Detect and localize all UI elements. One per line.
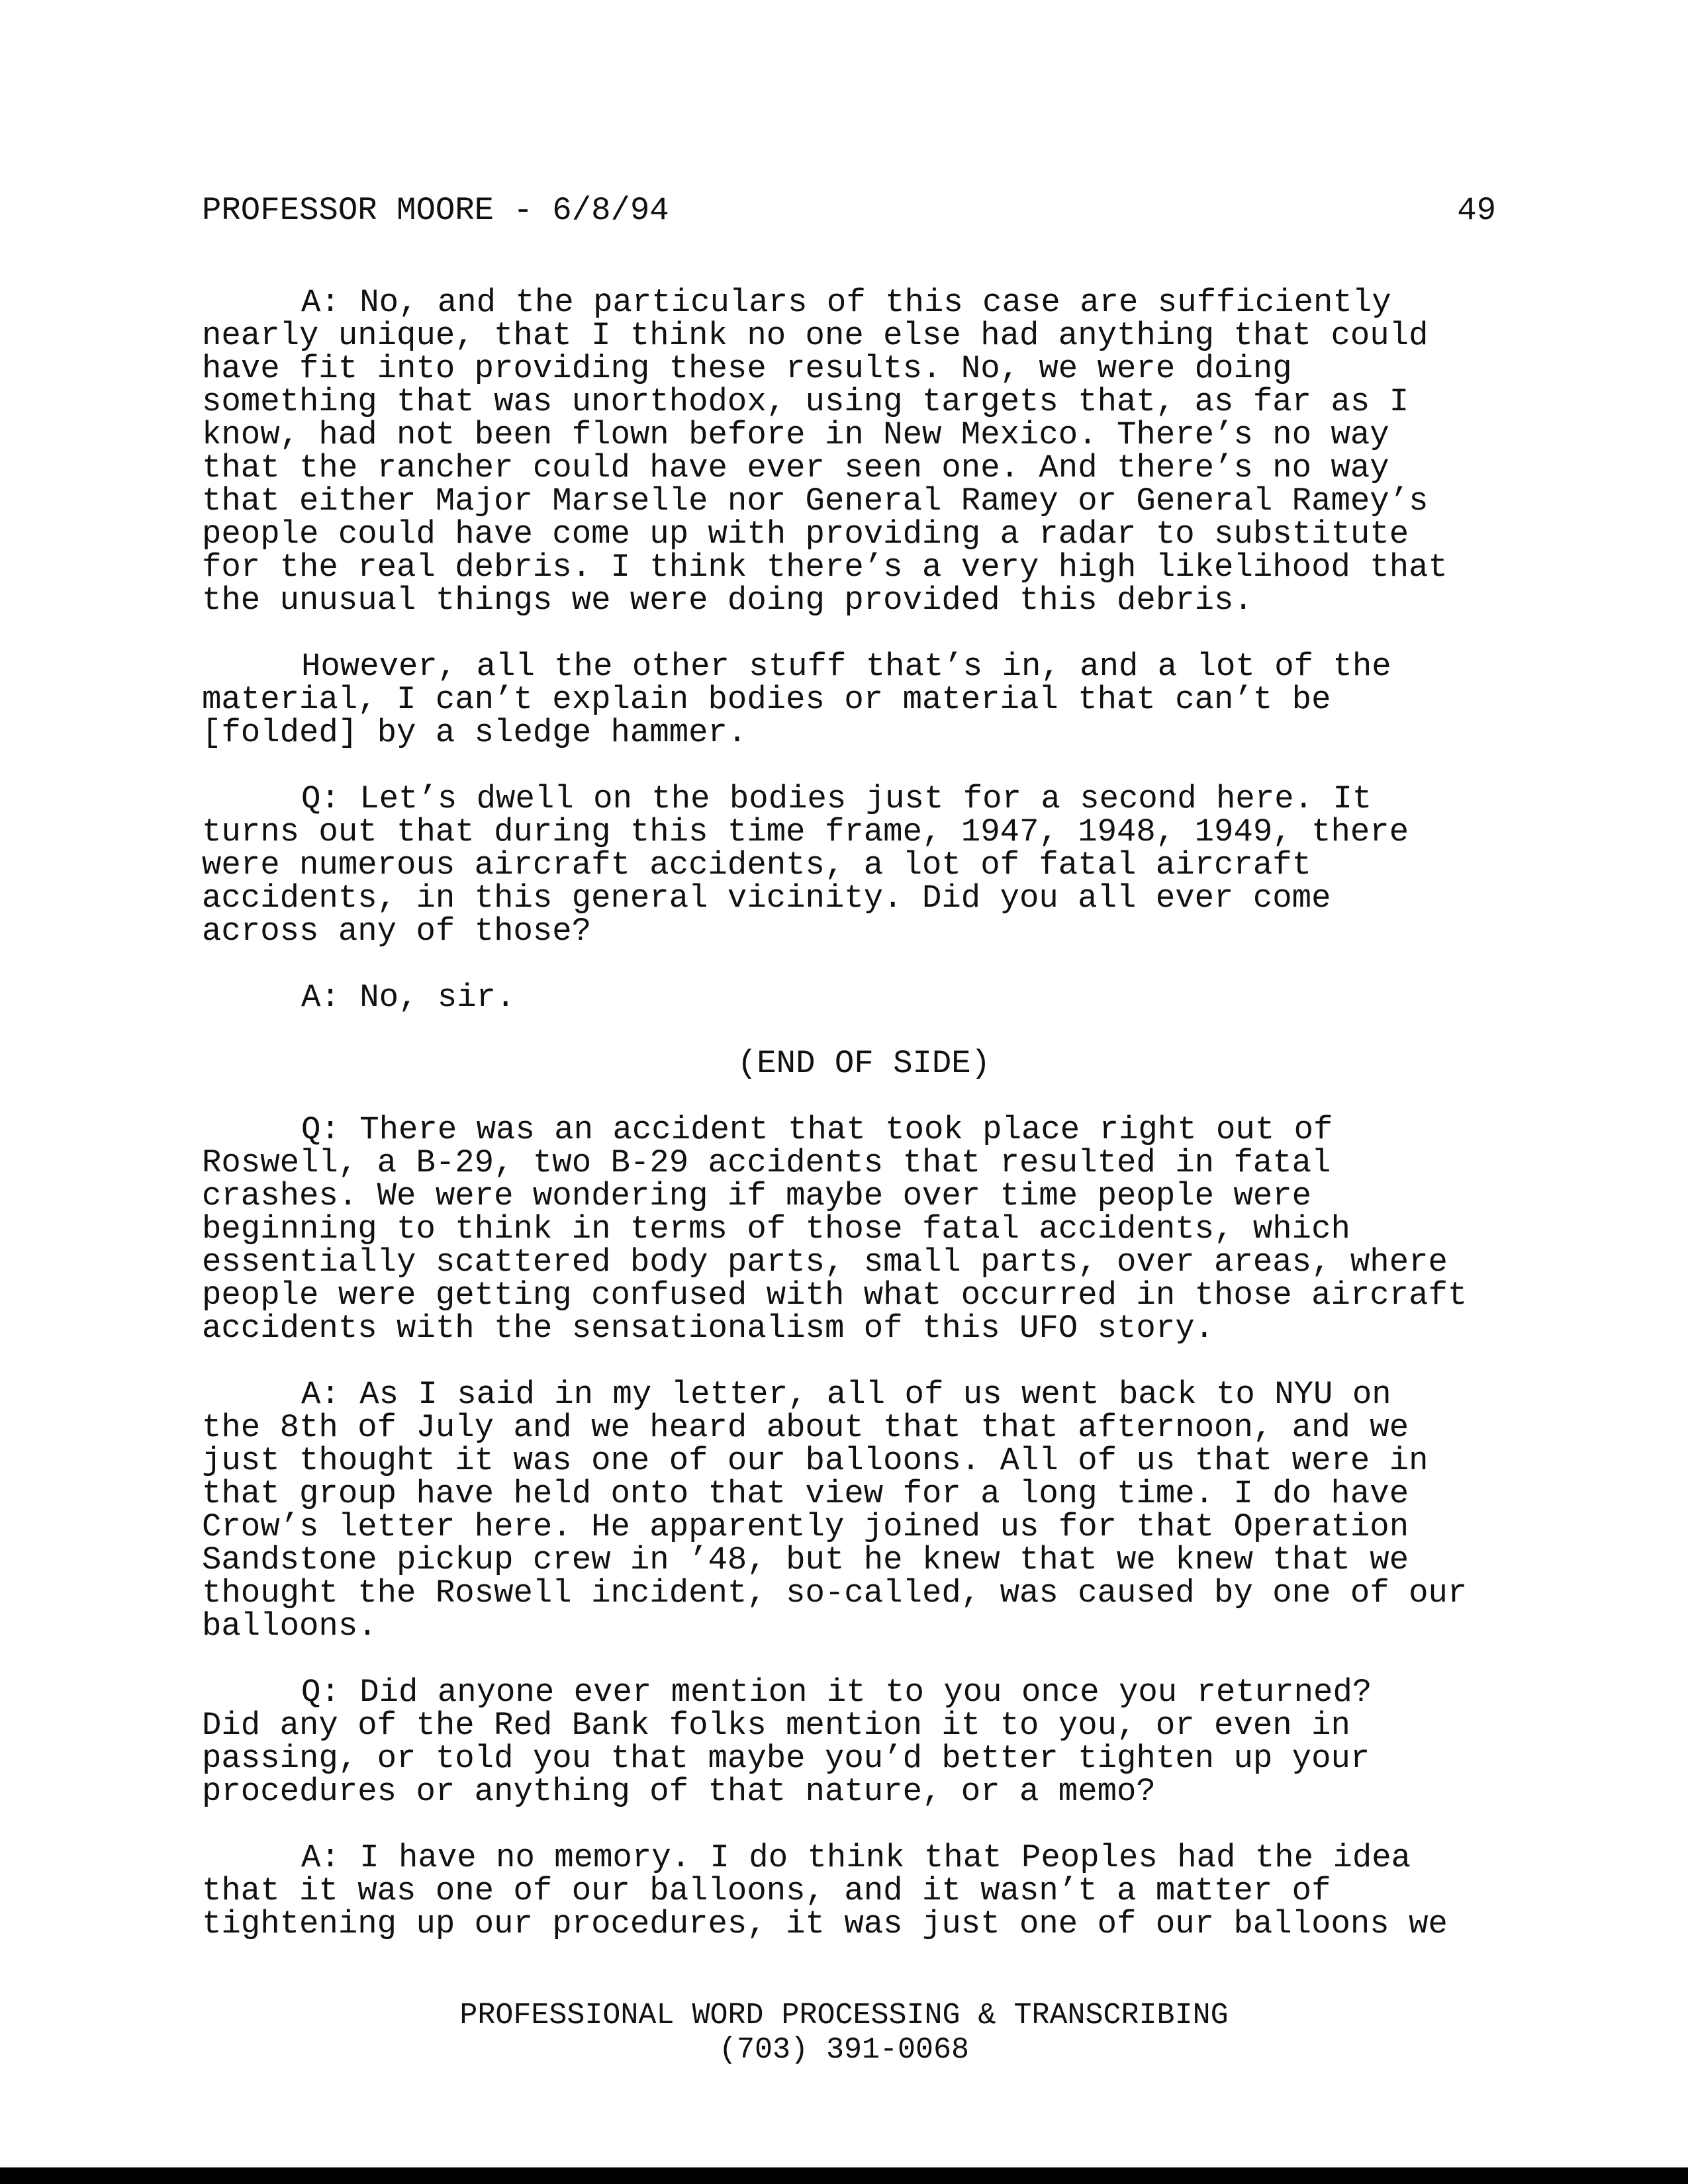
- page-header: [202, 191, 1496, 230]
- transcript-paragraph: Q: There was an accident that took place right out of Roswell, a B-29, two B-29 accidents that resulted in fatal crashes. We were wondering if maybe over time people were beginning to think in terms of those fatal accidents, which essentially scattered body parts, small parts, over areas, where people were getting confused with what occurred in those aircraft accidents with the sensationalism of this UFO story.: [202, 1111, 1468, 1347]
- scan-bottom-edge: [0, 2167, 1688, 2184]
- transcript-body: [202, 286, 1499, 1974]
- page-number: 49: [1457, 192, 1496, 229]
- footer-company: PROFESSIONAL WORD PROCESSING & TRANSCRIBING: [459, 1999, 1229, 2032]
- transcript-paragraph: However, all the other stuff that’s in, and a lot of the material, I can’t explain bodies or material that can’t be [folded] by a sledge hammer.: [202, 648, 1391, 751]
- end-of-side-marker: (END OF SIDE): [737, 1045, 991, 1082]
- transcript-paragraph: A: As I said in my letter, all of us went back to NYU on the 8th of July and we heard about that that afternoon, and we just thought it was one of our balloons. All of us that were in that group have held onto that view for a long time. I do have Crow’s letter here. He apparently joined us for that Operation Sandstone pickup crew in ’48, but he knew that we knew that we thought the Roswell incident, so-called, was caused by one of our balloons.: [202, 1376, 1468, 1645]
- transcript-paragraph: Q: Did anyone ever mention it to you once you returned? Did any of the Red Bank folks mention it to you, or even in passing, or told you that maybe you’d better tighten up your procedures or anything of that nature, or a memo?: [202, 1674, 1372, 1810]
- footer-phone: (703) 391-0068: [718, 2033, 970, 2067]
- page-footer: [0, 1999, 1688, 2068]
- transcript-paragraph: A: No, sir.: [301, 979, 516, 1016]
- header-title: PROFESSOR MOORE - 6/8/94: [202, 192, 669, 229]
- transcript-paragraph: Q: Let’s dwell on the bodies just for a second here. It turns out that during this time frame, 1947, 1948, 1949, there were numerous aircraft accidents, a lot of fatal aircraft accidents, in this general vicinity. Did you all ever come across any of those?: [202, 780, 1409, 950]
- transcript-paragraph: A: No, and the particulars of this case are sufficiently nearly unique, that I think no one else had anything that could have fit into providing these results. No, we were doing something that was unorthodox, using targets that, as far as I know, had not been flown before in New Mexico. There’s no way that the rancher could have ever seen one. And there’s no way that either Major Marselle nor General Ramey or General Ramey’s people could have come up with providing a radar to substitute for the real debris. I think there’s a very high likelihood that the unusual things we were doing provided this debris.: [202, 284, 1448, 619]
- transcript-paragraph: A: I have no memory. I do think that Peoples had the idea that it was one of our balloons, and it wasn’t a matter of tightening up our procedures, it was just one of our balloons we: [202, 1839, 1448, 1942]
